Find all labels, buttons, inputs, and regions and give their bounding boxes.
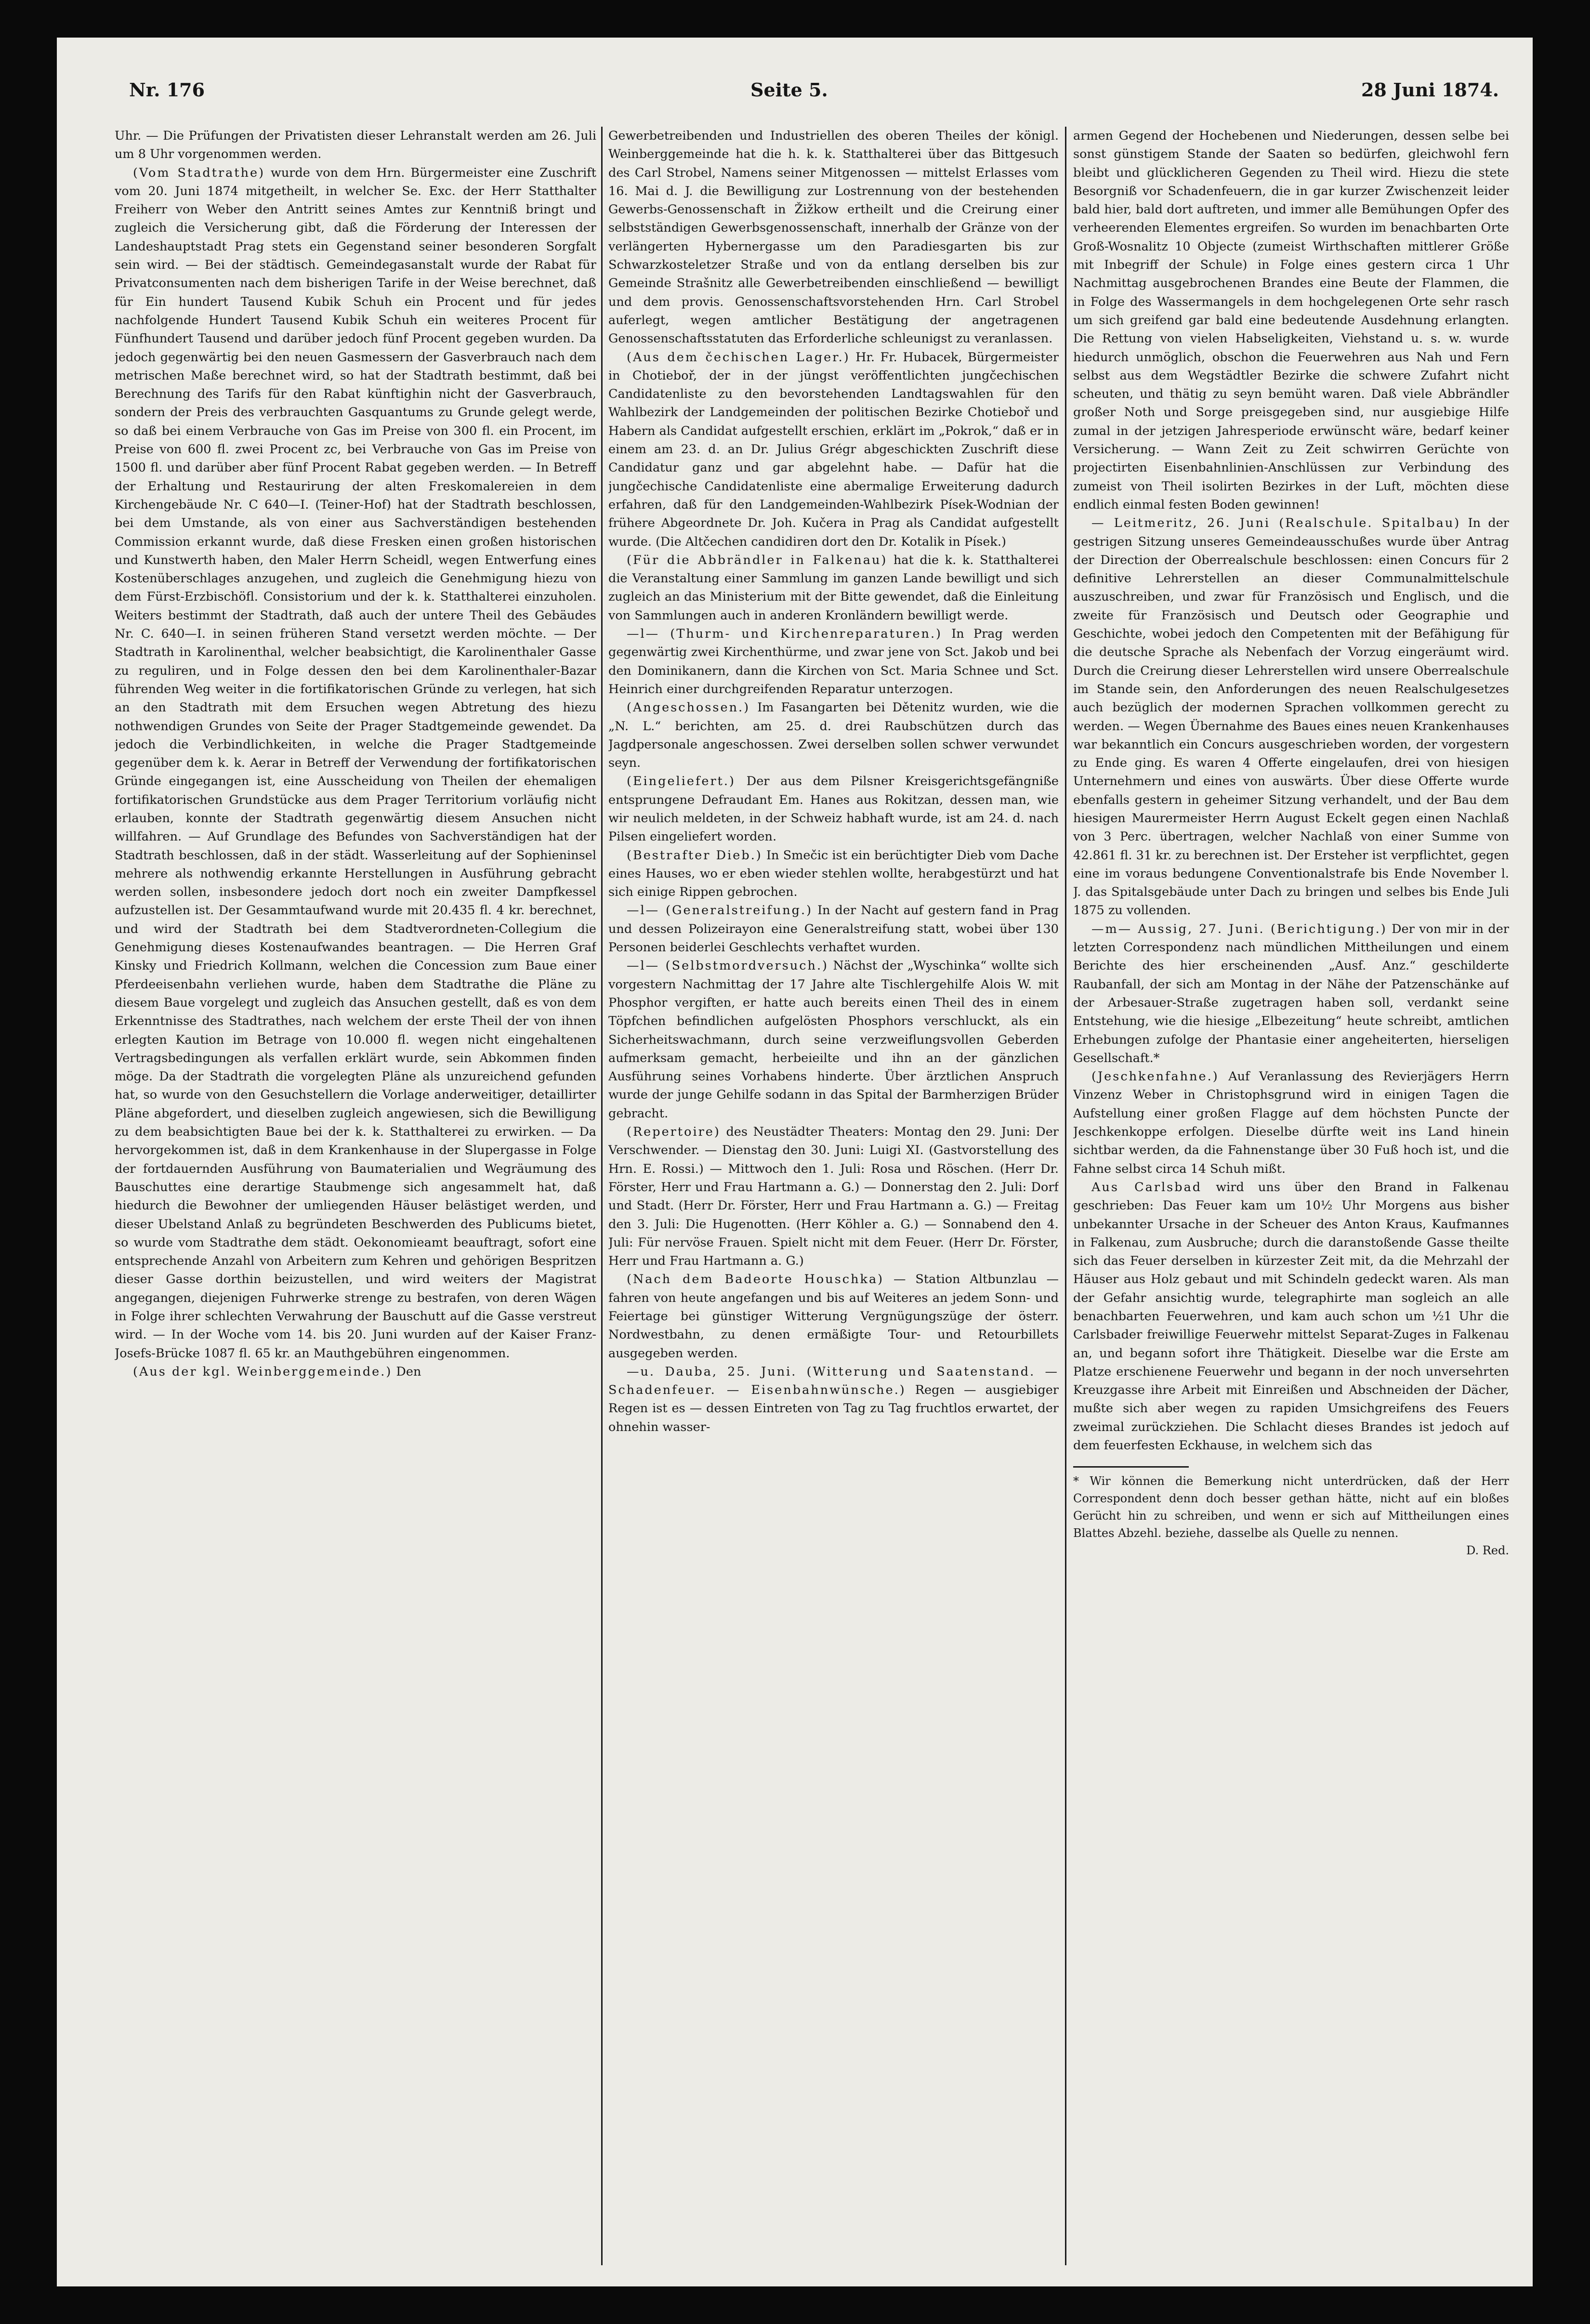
- footnote-rule: [1073, 1466, 1189, 1468]
- article-heading: —l— (Generalstreifung.): [627, 903, 813, 918]
- article-text: In der Nacht auf gestern fand in Prag und dessen Polizeirayon eine Generalstreifung statt, wobei über 130 Personen beiderlei Geschlechts verhaftet wurden.: [608, 903, 1059, 955]
- column-1: [115, 127, 596, 2265]
- article-paragraph: [1073, 1067, 1509, 1178]
- article-text: Uhr. — Die Prüfungen der Privatisten dieser Lehranstalt werden am 26. Juli um 8 Uhr vorgenommen werden.: [115, 129, 596, 162]
- article-text: Im Fasangarten bei Dětenitz wurden, wie die „N. L.“ berichten, am 25. d. drei Raubschützen durch das Jagdpersonale angeschossen. Zwei derselben sollen schwer verwundet seyn.: [608, 700, 1059, 771]
- article-text: des Neustädter Theaters: Montag den 29. Juni: Der Verschwender. — Dienstag den 30. Juni: Luigi XI. (Gastvorstellung des Hrn. E. Rossi.) — Mittwoch den 1. Juli: Rosa und Röschen. (Herr Dr. Förster, Herr und Frau Hartmann a. G.) — Donnerstag den 2. Juli: Dorf und Stadt. (Herr Dr. Förster, Herr und Frau Hartmann a. G.) — Freitag den 3. Juli: Die Hugenotten. (Herr Köhler a. G.) — Sonnabend den 4. Juli: Für nervöse Frauen. Spielt nicht mit dem Feuer. (Herr Dr. Förster, Herr und Frau Hartmann a. G.): [608, 1125, 1059, 1269]
- article-paragraph: [1073, 514, 1509, 920]
- article-heading: — Leitmeritz, 26. Juni (Realschule. Spitalbau): [1091, 516, 1461, 531]
- article-text: wird uns über den Brand in Falkenau geschrieben: Das Feuer kam um 10½ Uhr Morgens aus bisher unbekannter Ursache in der Scheuer des Anton Kraus, Kaufmannes in Falkenau, zum Ausbruche; durch die daranstoßende Gasse theilte sich das Feuer derselben in kürzester Zeit mit, da die Mehrzahl der Häuser aus Holz gebaut und mit Schindeln gedeckt waren. Als man der Gefahr ansichtig wurde, telegraphirte man sogleich an alle benachbarten Feuerwehren, und kam auch schon um ½1 Uhr die Carlsbader freiwillige Feuerwehr mittelst Separat-Zuges in Falkenau an, und begann sofort ihre Thätigkeit. Dieselbe war die Erste am Platze erschienene Feuerwehr und begann in der noch unversehrten Kreuzgasse ihre Arbeit mit Einreißen und Abschneiden der Dächer, mußte sich aber wegen zu rapiden Umsichgreifens des Feuers zweimal zurückziehen. Die Schlacht dieses Brandes ist jedoch auf dem feuerfesten Eckhause, in welchem sich das: [1073, 1180, 1509, 1453]
- article-text: In Prag werden gegenwärtig zwei Kirchenthürme, und zwar jene von Sct. Jakob und bei den Dominikanern, dann die Kirchen von Sct. Maria Schnee und Sct. Heinrich einer durchgreifenden Reparatur unterzogen.: [608, 627, 1059, 696]
- page-number: Seite 5.: [750, 79, 828, 101]
- page-header: [57, 79, 1533, 118]
- article-text: hat die k. k. Statthalterei die Veranstaltung einer Sammlung im ganzen Lande bewilligt und sich zugleich an das Ministerium mit der Bitte gewendet, daß die Einleitung von Sammlungen auch in anderen Kronländern bewilligt werde.: [608, 552, 1059, 623]
- article-heading: (Vom Stadtrathe): [133, 165, 265, 180]
- article-paragraph: [608, 957, 1059, 1123]
- article-heading: Aus Carlsbad: [1091, 1180, 1202, 1195]
- article-heading: (Bestrafter Dieb.): [627, 848, 762, 863]
- article-paragraph: [115, 164, 596, 1363]
- article-paragraph: [608, 551, 1059, 625]
- article-heading: —l— (Selbstmordversuch.): [627, 958, 829, 973]
- footnote-signature: D. Red.: [1466, 1544, 1509, 1558]
- article-text: Der von mir in der letzten Correspondenz nach mündlichen Mittheilungen und einem Berichte des hier erscheinenden „Ausf. Anz.“ geschilderte Raubanfall, der sich am Montag in der Nähe der Patzenschänke auf der Arbesauer-Straße zugetragen haben soll, verdankt seine Entstehung, wie die hiesige „Elbezeitung“ heute schreibt, amtlichen Erhebungen zufolge der Phantasie einer angeheiterten, hierseligen Gesellschaft.*: [1073, 921, 1509, 1065]
- article-text: Den: [396, 1364, 421, 1379]
- article-heading: —m— Aussig, 27. Juni. (Berichtigung.): [1091, 921, 1387, 936]
- issue-number: Nr. 176: [129, 79, 205, 101]
- footnote-text: * Wir können die Bemerkung nicht unterdrücken, daß der Herr Correspondent denn doch besser gethan hätte, nicht auf ein bloßes Gerücht hin zu schreiben, und wenn er sich auf Mittheilungen eines Blattes Abzehl. beziehe, dasselbe als Quelle zu nennen.: [1073, 1474, 1509, 1540]
- article-paragraph: [608, 1123, 1059, 1270]
- article-text: In Smečic ist ein berüchtigter Dieb vom Dache eines Hauses, wo er eben wieder stehlen wollte, herabgestürzt und hat sich einige Rippen gebrochen.: [608, 848, 1059, 900]
- article-paragraph: [608, 1270, 1059, 1362]
- article-paragraph: [1073, 127, 1509, 514]
- article-paragraph: [608, 1363, 1059, 1436]
- article-text: Nächst der „Wyschinka“ wollte sich vorgestern Nachmittag der 17 Jahre alte Tischlergehilfe Alois W. mit Phosphor vergiften, er hatte auch bereits einen Theil des in einem Töpfchen befindlichen aufgelösten Phosphors verschluckt, als ein Sicherheitswachmann, durch seine verzweiflungsvollen Geberden aufmerksam gemacht, herbeieilte und ihn an der gänzlichen Ausführung seines Vorhabens hinderte. Über ärztlichen Anspruch wurde der junge Gehilfe sodann in das Spital der Barmherzigen Brüder gebracht.: [608, 958, 1059, 1121]
- column-rule: [601, 127, 603, 2265]
- article-paragraph: [608, 901, 1059, 957]
- article-paragraph: [1073, 920, 1509, 1067]
- newspaper-page: [57, 38, 1533, 2286]
- article-text: Hr. Fr. Hubacek, Bürgermeister in Chotieboř, der in der jüngst veröffentlichten jungčechischen Candidatenliste zu den bevorstehenden Landtagswahlen für den Wahlbezirk der Landgemeinden der politischen Bezirke Chotieboř und Habern als Candidat aufgestellt erschien, erklärt im „Pokrok,“ daß er in einem am 23. d. an Dr. Julius Grégr abgeschickten Zuschrift diese Candidatur ganz und gar abgelehnt habe. — Dafür hat die jungčechische Candidatenliste eine abermalige Erweiterung dadurch erfahren, daß für den Landgemeinden-Wahlbezirk Písek-Wodnian der frühere Abgeordnete Dr. Joh. Kučera in Prag als Candidat aufgestellt wurde. (Die Altčechen candidiren dort den Dr. Kotalik in Písek.): [608, 350, 1059, 549]
- article-heading: (Jeschkenfahne.): [1091, 1069, 1219, 1084]
- column-2: [608, 127, 1059, 2265]
- article-paragraph: [115, 127, 596, 164]
- article-heading: (Aus der kgl. Weinberggemeinde.): [133, 1364, 393, 1379]
- article-text: Gewerbetreibenden und Industriellen des oberen Theiles der königl. Weinberggemeinde hat die h. k. k. Statthalterei über das Bittgesuch des Carl Strobel, Namens seiner Mitgenossen — mittelst Erlasses vom 16. Mai d. J. die Bewilligung zur Lostrennung von der bestehenden Gewerbs-Genossenschaft in Žižkow ertheilt und die Creirung einer selbstständigen Gewerbsgenossenschaft, innerhalb der Gränze von der verlängerten Hybernergasse um den Paradiesgarten bis zur Schwarzkosteletzer Straße und von da entlang derselben bis zur Gemeinde Strašnitz alle Gewerbetreibenden einschließend — bewilligt und dem provis. Genossenschaftsvorstehenden Hrn. Carl Strobel auferlegt, wegen amtlicher Bestätigung der angetragenen Genossenschaftsstatuten das Erforderliche schleunigst zu veranlassen.: [608, 129, 1059, 346]
- article-text: — Station Altbunzlau — fahren von heute angefangen und bis auf Weiteres an jedem Sonn- und Feiertage bei günstiger Witterung Vergnügungszüge der österr. Nordwestbahn, zu denen ermäßigte Tour- und Retourbillets ausgegeben werden.: [608, 1272, 1059, 1361]
- column-rule: [1065, 127, 1066, 2265]
- article-text: Regen — ausgiebiger Regen ist es — dessen Eintreten von Tag zu Tag fruchtlos erwartet, der ohnehin wasser-: [608, 1383, 1059, 1434]
- article-paragraph: [115, 1363, 596, 1381]
- article-heading: (Angeschossen.): [627, 700, 750, 715]
- article-heading: (Repertoire): [627, 1125, 721, 1140]
- article-heading: —u. Dauba, 25. Juni. (Witterung und Saatenstand. — Schadenfeuer. — Eisenbahnwünsche.): [608, 1364, 1059, 1398]
- article-heading: —l— (Thurm- und Kirchenreparaturen.): [627, 627, 943, 642]
- article-text: In der gestrigen Sitzung unseres Gemeindeausschußes wurde über Antrag der Direction der Oberrealschule beschlossen: einen Concurs für 2 definitive Lehrerstellen an dieser Communalmittelschule auszuschreiben, und zwar für Französisch und Englisch, und die zweite für Französisch und Deutsch oder Geographie und Geschichte, wobei jedoch den Competenten mit der Befähigung für die deutsche Sprache als Nebenfach der Vorzug eingeräumt wird. Durch die Creirung dieser Lehrerstellen wird unsere Oberrealschule im Stande sein, den Anforderungen des neuen Realschulgesetzes auch bezüglich der modernen Sprachen vollkommen gerecht zu werden. — Wegen Übernahme des Baues eines neuen Krankenhauses war bekanntlich ein Concurs ausgeschrieben worden, der vorgestern zu Ende ging. Es waren 4 Offerte eingelaufen, drei von hiesigen Unternehmern und eines von auswärts. Über diese Offerte wurde ebenfalls gestern in geheimer Sitzung verhandelt, und der Bau dem hiesigen Maurermeister Herrn August Eckelt gegen einen Nachlaß von 3 Perc. übertragen, welcher Nachlaß von einer Summe von 42.861 fl. 31 kr. zu berechnen ist. Der Ersteher ist verpflichtet, gegen eine im voraus bedungene Conventionalstrafe bis Ende November l. J. das Spitalsgebäude unter Dach zu bringen und selbes bis Ende Juli 1875 zu vollenden.: [1073, 516, 1509, 918]
- article-paragraph: [608, 625, 1059, 698]
- footnote: [1073, 1472, 1509, 1559]
- article-text: Der aus dem Pilsner Kreisgerichtsgefängniße entsprungene Defraudant Em. Hanes aus Rokitzan, dessen man, wie wir neulich meldeten, in der Schweiz habhaft wurde, ist am 24. d. nach Pilsen eingeliefert worden.: [608, 774, 1059, 844]
- article-paragraph: [1073, 1178, 1509, 1455]
- article-heading: (Eingeliefert.): [627, 774, 736, 789]
- issue-date: 28 Juni 1874.: [1361, 79, 1499, 101]
- article-paragraph: [608, 772, 1059, 846]
- article-paragraph: [608, 348, 1059, 551]
- article-text: wurde von dem Hrn. Bürgermeister eine Zuschrift vom 20. Juni 1874 mitgetheilt, in welcher Se. Exc. der Herr Statthalter Freiherr von Weber den Antritt seines Amtes zur Kenntniß bringt und zugleich die Versicherung gibt, daß die Förderung der Interessen der Landeshauptstadt Prag stets ein Gegenstand seiner besonderen Sorgfalt sein wird. — Bei der städtisch. Gemeindegasanstalt wurde der Rabat für Privatconsumenten nach dem bisherigen Tarife in der Weise berechnet, daß für Ein hundert Tausend Kubik Schuh ein Procent und für jedes nachfolgende Hundert Tausend Kubik Schuh ein weiteres Procent für Fünfhundert Tausend und darüber jedoch fünf Procent gegeben wurden. Da jedoch gegenwärtig bei den neuen Gasmessern der Gasverbrauch nach dem metrischen Maße berechnet wird, so hat der Stadtrath bestimmt, daß bei Berechnung des Tarifs für den Rabat künftighin nicht der Gasverbrauch, sondern der Preis des verbrauchten Gasquantums zu Grunde gelegt werde, so daß bei einem Verbrauche von Gas im Preise von 300 fl. ein Procent, im Preise von 600 fl. zwei Procent zc, bei Verbrauche von Gas im Preise von 1500 fl. und darüber aber fünf Procent Rabat gegeben werden. — In Betreff der Erhaltung und Restaurirung der alten Freskomalereien in dem Kirchengebäude Nr. C 640—I. (Teiner-Hof) hat der Stadtrath beschlossen, bei dem Umstande, als von einer aus Sachverständigen bestehenden Commission erkannt wurde, daß diese Fresken einen großen historischen und Kunstwerth haben, den Maler Herrn Scheidl, wegen Entwerfung eines Kostenüberschlages anzugehen, und zugleich die Genehmigung hiezu von dem Fürst-Erzbischöfl. Consistorium und der k. k. Statthalterei einzuholen. Weiters bestimmt der Stadtrath, daß auch der untere Theil des Gebäudes Nr. C. 640—I. in seinen früheren Stand versetzt werden möchte. — Der Stadtrath in Karolinenthal, welcher beabsichtigt, die Karolinenthaler Gasse zu reguliren, und in Folge dessen den bei dem Karolinenthaler-Bazar führenden Weg weiter in die fortifikatorischen Gründe zu verlegen, hat sich an den Stadtrath mit dem Ersuchen wegen Abtretung des hiezu nothwendigen Grundes von Seite der Prager Stadtgemeinde gewendet. Da jedoch die Verbindlichkeiten, in welche die Prager Stadtgemeinde gegenüber dem k. k. Aerar in Betreff der Verwendung der fortifikatorischen Gründe eingegangen ist, eine Ausscheidung von Theilen der ehemaligen fortifikatorischen Grundstücke aus dem Prager Territorium vorläufig nicht erlauben, konnte der Stadtrath gegenwärtig diesem Ansuchen nicht willfahren. — Auf Grundlage des Befundes von Sachverständigen hat der Stadtrath beschlossen, daß in der städt. Wasserleitung auf der Sophieninsel mehrere als nothwendig erkannte Herstellungen in Ausführung gebracht werden sollen, insbesondere jedoch dort noch ein zweiter Dampfkessel aufzustellen ist. Der Gesammtaufwand wurde mit 20.435 fl. 4 kr. berechnet, und wird der Stadtrath bei dem Stadtverordneten-Collegium die Genehmigung dieses Kostenaufwandes beantragen. — Die Herren Graf Kinsky und Friedrich Kollmann, welchen die Concession zum Baue einer Pferdeeisenbahn verliehen wurde, haben dem Stadtrathe die Pläne zu diesem Baue vorgelegt und zugleich das Ansuchen gestellt, daß es von dem Erkenntnisse des Stadtrathes, nach welchem der erste Theil der von ihnen erlegten Kaution im Betrage von 10.000 fl. wegen nicht eingehaltenen Vertragsbedingungen als verfallen erklärt wurde, sein Abkommen finden möge. Da der Stadtrath die vorgelegten Pläne als unzureichend gefunden hat, so wurde von den Gesuchstellern die Vorlage anderweitiger, detaillirter Pläne abgefordert, und dieselben zugleich angewiesen, sich die Bewilligung zu dem beabsichtigten Baue bei der k. k. Statthalterei zu erwirken. — Da hervorgekommen ist, daß in dem Krankenhause in der Slupergasse in Folge der fortdauernden Ausführung von Baumaterialien und Wegräumung des Bauschuttes eine derartige Staubmenge sich angesammelt hat, daß hiedurch die Bewohner der umliegenden Häuser belästiget werden, und dieser Ubelstand Anlaß zu begründeten Beschwerden des Publicums bietet, so wurde vom Stadtrathe dem städt. Oekonomieamt beauftragt, sofort eine entsprechende Anzahl von Arbeitern zum Kehren und gehörigen Bespritzen dieser Gasse dorthin beizustellen, und wird weiters der Magistrat angegangen, diejenigen Fuhrwerke strenge zu bestrafen, von deren Wägen in Folge ihrer schlechten Verwahrung der Bauschutt auf die Gasse verstreut wird. — In der Woche vom 14. bis 20. Juni wurden auf der Kaiser Franz-Josefs-Brücke 1087 fl. 65 kr. an Mauthgebühren eingenommen.: [115, 165, 596, 1361]
- column-3: [1073, 127, 1509, 2265]
- article-text: armen Gegend der Hochebenen und Niederungen, dessen selbe bei sonst günstigem Stande der Saaten so bedürfen, gleichwohl fern bleibt und glücklicheren Gegenden zu Theil wird. Hiezu die stete Besorgniß vor Schadenfeuern, die in gar kurzer Zwischenzeit leider bald hier, bald dort auftreten, und immer alle Bemühungen Opfer des verheerenden Elementes ergreifen. So wurden im benachbarten Orte Groß-Wosnalitz 10 Objecte (zumeist Wirthschaften mittlerer Größe mit Inbegriff der Schule) in Folge eines gestern circa 1 Uhr Nachmittag ausgebrochenen Brandes eine Beute der Flammen, die in Folge des Wassermangels in dem hochgelegenen Orte sehr rasch um sich greifend gar bald eine bedeutende Ausdehnung erlangten. Die Rettung von vielen Habseligkeiten, Viehstand u. s. w. wurde hiedurch unmöglich, obschon die Feuerwehren aus Nah und Fern selbst aus dem Wegstädtler Bezirke die schwere Zufahrt nicht scheuten, und thätig zu seyn bemüht waren. Daß viele Abbrändler großer Noth und Sorge preisgegeben sind, nur ausgiebige Hilfe zumal in der jetzigen Jahresperiode erwünscht wäre, bedarf keiner Versicherung. — Wann Zeit zu Zeit schwirren Gerüchte von projectirten Eisenbahnlinien-Anschlüssen zur Verbindung des zumeist von Theil isolirten Bezirkes in der Luft, möchten diese endlich einmal festen Boden gewinnen!: [1073, 129, 1509, 512]
- article-paragraph: [608, 846, 1059, 902]
- article-text: Auf Veranlassung des Revierjägers Herrn Vinzenz Weber in Christophsgrund wird in einigen Tagen die Aufstellung einer großen Flagge auf dem höchsten Puncte der Jeschkenkoppe erfolgen. Dieselbe dürfte weit ins Land hinein sichtbar werden, da die Fahnenstange über 30 Fuß hoch ist, und die Fahne selbst circa 14 Schuh mißt.: [1073, 1069, 1509, 1176]
- article-paragraph: [608, 698, 1059, 772]
- article-paragraph: [608, 127, 1059, 348]
- article-heading: (Für die Abbrändler in Falkenau): [627, 552, 888, 567]
- article-heading: (Aus dem čechischen Lager.): [627, 350, 850, 365]
- article-heading: (Nach dem Badeorte Houschka): [627, 1272, 884, 1287]
